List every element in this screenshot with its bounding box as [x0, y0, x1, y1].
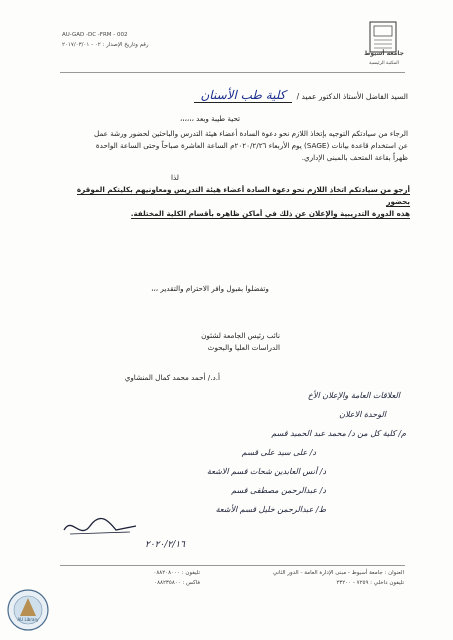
footer-address: العنوان : جامعة أسيوط - مبنى الإدارة العامة - الدور الثاني [272, 570, 404, 576]
form-version: رقم وتاريخ الإصدار : ٠٢ - ٢٠١٧/٠٣/٠١ [62, 42, 149, 48]
greeting: تحية طيبة وبعد ،،،،،، [179, 114, 241, 123]
footer-divider [60, 565, 405, 566]
signature [60, 512, 140, 542]
signatory-title-2: الدراسات العليا والبحوث [207, 343, 280, 352]
signatory-title-1: نائب رئيس الجامعة لشئون [201, 331, 280, 340]
note-line: م/ كلية كل من د/ محمد عبد الحميد قسم [271, 429, 406, 438]
note-line: العلاقات العامة والإعلان الأخ [307, 391, 400, 400]
handwritten-notes [86, 386, 406, 519]
stamp-icon [6, 588, 50, 632]
footer-phone: تليفون : ٠٨٨٢٠٨٠٠٠ [153, 570, 200, 576]
note-line: د/ على سيد على قسم [241, 448, 316, 457]
signatory-block [150, 330, 280, 354]
addressee-handwritten: كلية طب الأسنان [194, 88, 291, 103]
closing-line: وتفضلوا بقبول وافر الاحترام والتقدير ،،، [151, 284, 269, 293]
addressee-prefix: السيد الفاضل الأستاذ الدكتور عميد / [296, 92, 408, 101]
note-line: د/ أنس العابدين شحات قسم الاشعة [206, 467, 326, 476]
addressee-line [60, 84, 408, 103]
note-line: الوحدة الاعلان [339, 410, 386, 419]
library-stamp [6, 588, 50, 632]
logo-subtitle: المكتبة الرئيسية [369, 61, 399, 66]
form-code: AU-GAD -DC -FRM - 002 [62, 32, 128, 38]
signature-icon [60, 512, 140, 542]
paragraph-1 [58, 128, 408, 164]
paragraph-2 [58, 184, 410, 220]
footer-fax: فاكس : ٠٨٨٢٣٥٨٠٠ [154, 580, 200, 586]
logo-text: جامعة أسيوط [364, 50, 404, 57]
lidha-label: لذا [171, 173, 179, 182]
stamp-text: AU Library [17, 617, 39, 622]
header-divider [60, 72, 405, 73]
paragraph-1-line: الرجاء من سيادتكم التوجيه بإتخاذ اللازم نحو دعوة السادة أعضاء هيئة التدرس والباحثين لحضور ورشة عمل [94, 129, 408, 138]
note-line: ط/ عبدالرحمن خليل قسم الأشعة [215, 505, 326, 514]
footer-phone-internal: تليفون داخلي : ٧٢٥٩ - ٢٣٢٠٠ [336, 580, 404, 586]
handwritten-date: ٢٠٢٠/٢/١٦ [145, 540, 185, 550]
paragraph-1-line: ظهراً بقاعة المتحف بالمبنى الإداري. [301, 153, 408, 162]
note-line: د/ عبدالرحمن مصطفى قسم [231, 486, 326, 495]
paragraph-2-line: هذه الدورة التدريبية والإعلان عن ذلك في أماكن ظاهره بأقسام الكلية المختلفة. [130, 209, 410, 218]
paragraph-2-line: أرجو من سيادتكم اتخاذ اللازم نحو دعوة السادة أعضاء هيئة التدريس ومعاونيهم بكليتكم الموقرة بحضور [76, 185, 410, 206]
signatory-name: أ.د./ أحمد محمد كمال المنشاوي [124, 373, 220, 382]
paragraph-1-line: عن استخدام قاعدة بيانات (SAGE) يوم الأربعاء ٢٠٢٠/٢/٢٦م الساعة العاشرة صباحاً وحتى الساعة الواحدة [95, 141, 408, 150]
